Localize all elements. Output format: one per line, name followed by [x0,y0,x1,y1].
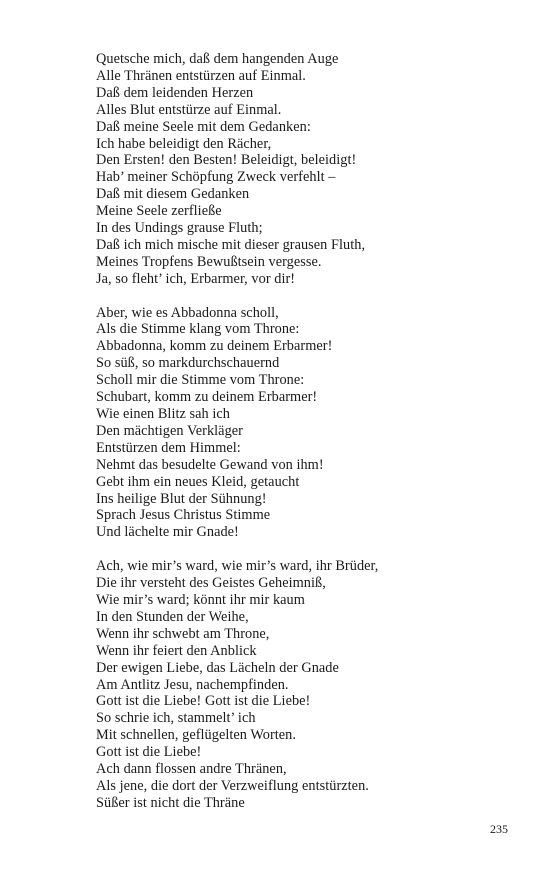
poem-line: Entstürzen dem Himmel: [96,439,241,456]
poem-line: Abbadonna, komm zu deinem Erbarmer! [96,338,333,355]
page-number: 235 [490,822,508,836]
poem-line: Ins heilige Blut der Sühnung! [96,490,267,507]
poem-line: Wie einen Blitz sah ich [96,406,230,423]
poem-line: In des Undings grause Fluth; [96,220,263,237]
poem-line: Quetsche mich, daß dem hangenden Auge [96,51,339,67]
poem-line: Den mächtigen Verkläger [96,422,243,439]
poem-line: Ach, wie mir’s ward, wie mir’s ward, ihr Brüder, [96,558,379,575]
poem-line: Ich habe beleidigt den Rächer, [96,135,272,152]
poem-line: Daß ich mich mische mit dieser grausen Fluth, [96,236,366,253]
poem-line: Gott ist die Liebe! Gott ist die Liebe! [96,693,311,710]
poem-line: Als die Stimme klang vom Throne: [96,321,300,338]
poem-line: Alle Thränen entstürzen auf Einmal. [96,67,306,84]
poem-line: Wie mir’s ward; könnt ihr mir kaum [96,591,305,608]
poem-line: Mit schnellen, geflügelten Worten. [96,727,296,744]
poem-line: Ja, so fleht’ ich, Erbarmer, vor dir! [96,270,296,287]
poem-line: Schubart, komm zu deinem Erbarmer! [96,389,318,406]
poem-line: Wenn ihr schwebt am Throne, [96,625,270,642]
poem-line: So süß, so markdurchschauernd [96,355,280,372]
poem-line: Meine Seele zerfließe [96,203,222,220]
poem-line: Am Antlitz Jesu, nachempfinden. [96,676,289,693]
poem-line: Als jene, die dort der Verzweiflung entstürzten. [96,777,369,794]
poem-line: Aber, wie es Abbadonna scholl, [96,304,279,321]
poem-line: Meines Tropfens Bewußtsein vergesse. [96,253,322,270]
poem-line: Gebt ihm ein neues Kleid, getaucht [96,473,300,490]
poem-text [96,51,516,812]
poem-line: Wenn ihr feiert den Anblick [96,642,257,659]
stanza [96,305,516,542]
poem-line: Süßer ist nicht die Thräne [96,794,245,811]
stanza [96,51,516,288]
poem-line: Ach dann flossen andre Thränen, [96,761,287,778]
poem-line: Und lächelte mir Gnade! [96,524,239,541]
poem-line: Alles Blut entstürze auf Einmal. [96,101,282,118]
poem-line: Den Ersten! den Besten! Beleidigt, beleidigt! [96,152,357,169]
poem-line: Daß dem leidenden Herzen [96,84,254,101]
poem-line: Scholl mir die Stimme vom Throne: [96,372,305,389]
poem-line: Gott ist die Liebe! [96,744,202,761]
poem-line: Sprach Jesus Christus Stimme [96,507,271,524]
poem-line: Daß mit diesem Gedanken [96,186,250,203]
poem-line: Die ihr versteht des Geistes Geheimniß, [96,575,326,592]
poem-line: Der ewigen Liebe, das Lächeln der Gnade [96,659,339,676]
poem-line: So schrie ich, stammelt’ ich [96,710,256,727]
poem-line: In den Stunden der Weihe, [96,608,249,625]
stanza [96,558,516,812]
poem-line: Nehmt das besudelte Gewand von ihm! [96,456,324,473]
poem-line: Hab’ meiner Schöpfung Zweck verfehlt – [96,169,336,186]
poem-line: Daß meine Seele mit dem Gedanken: [96,118,311,135]
